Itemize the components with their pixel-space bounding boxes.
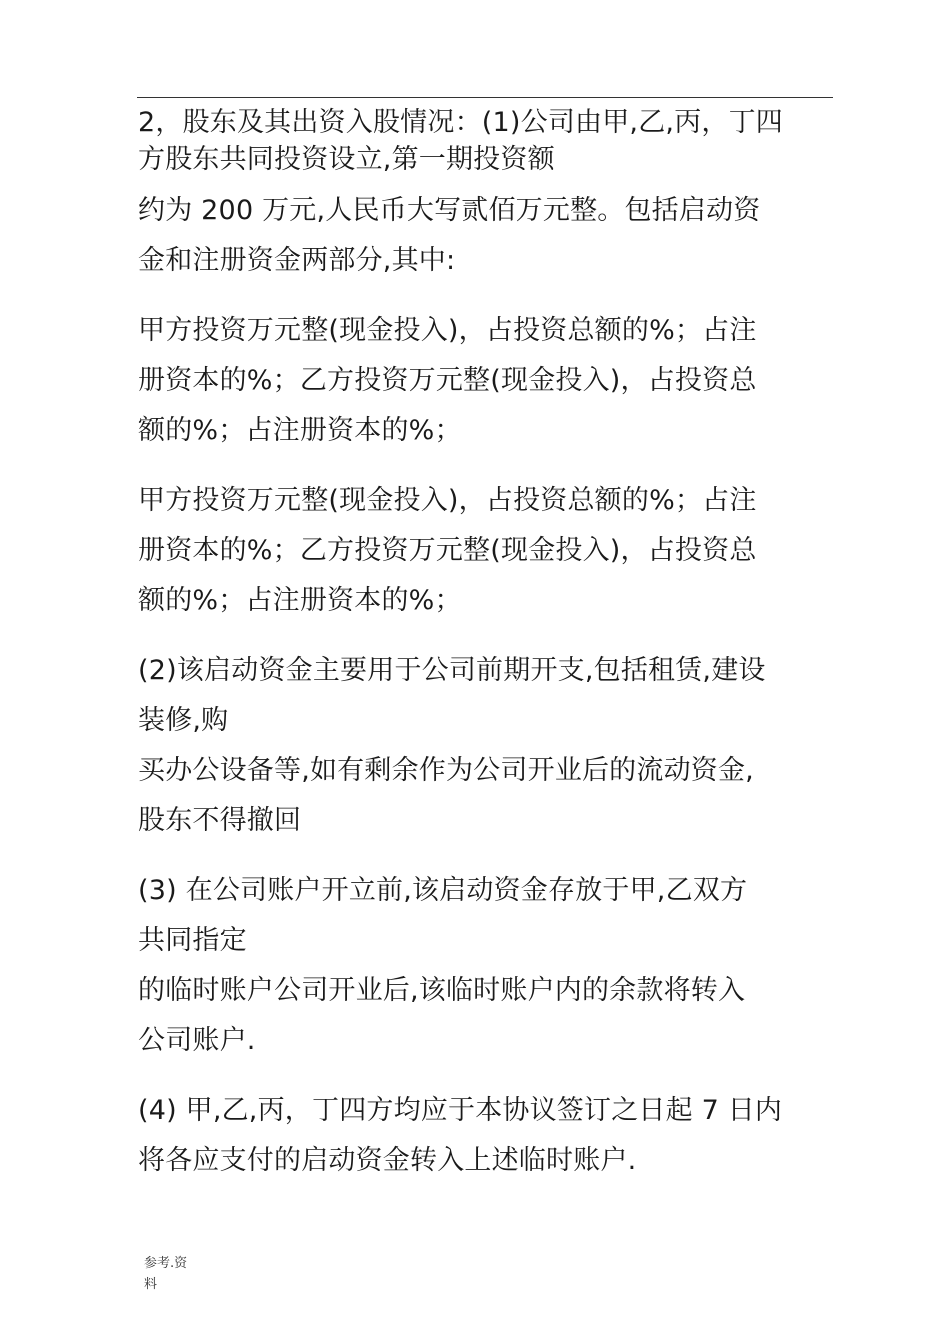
text-line: (2)该启动资金主要用于公司前期开支,包括租赁,建设 bbox=[138, 655, 766, 686]
text-line: 册资本的%；乙方投资万元整(现金投入)，占投资总 bbox=[138, 535, 757, 566]
paragraph-temporary-account bbox=[138, 866, 834, 1066]
footer-text: 参考.资 bbox=[144, 1256, 188, 1271]
text-line: 2，股东及其出资入股情况：(1)公司由甲,乙,丙，丁四 bbox=[138, 107, 783, 138]
text-line: 装修,购 bbox=[138, 705, 229, 736]
text-line: (4) 甲,乙,丙，丁四方均应于本协议签订之日起 7 日内 bbox=[138, 1095, 783, 1126]
text-line: (3) 在公司账户开立前,该启动资金存放于甲,乙双方 bbox=[138, 875, 748, 906]
text-line: 甲方投资万元整(现金投入)，占投资总额的%；占注 bbox=[138, 315, 757, 346]
document-body bbox=[138, 104, 834, 1186]
header-rule bbox=[137, 97, 833, 98]
text-line: 的临时账户公司开业后,该临时账户内的余款将转入 bbox=[138, 975, 746, 1006]
paragraph-investment-amount bbox=[138, 186, 834, 286]
text-line: 金和注册资金两部分,其中: bbox=[138, 245, 456, 276]
text-line: 将各应支付的启动资金转入上述临时账户. bbox=[138, 1145, 637, 1176]
paragraph-transfer-deadline bbox=[138, 1086, 834, 1186]
text-line: 甲方投资万元整(现金投入)，占投资总额的%；占注 bbox=[138, 485, 757, 516]
text-line: 册资本的%；乙方投资万元整(现金投入)，占投资总 bbox=[138, 365, 757, 396]
paragraph-startup-funds-use bbox=[138, 646, 834, 846]
paragraph-shareholders-intro bbox=[138, 104, 834, 178]
paragraph-contribution-a bbox=[138, 306, 834, 456]
text-line: 共同指定 bbox=[138, 925, 247, 956]
text-line: 股东不得撤回 bbox=[138, 805, 302, 836]
page-footer bbox=[144, 1253, 187, 1295]
text-line: 买办公设备等,如有剩余作为公司开业后的流动资金, bbox=[138, 755, 754, 786]
text-line: 额的%；占注册资本的%； bbox=[138, 585, 462, 616]
footer-text: 料 bbox=[144, 1277, 158, 1292]
text-line: 约为 200 万元,人民币大写贰佰万元整。包括启动资 bbox=[138, 195, 761, 226]
text-line: 方股东共同投资设立,第一期投资额 bbox=[138, 144, 555, 175]
paragraph-contribution-b bbox=[138, 476, 834, 626]
text-line: 公司账户. bbox=[138, 1025, 256, 1056]
text-line: 额的%；占注册资本的%； bbox=[138, 415, 462, 446]
